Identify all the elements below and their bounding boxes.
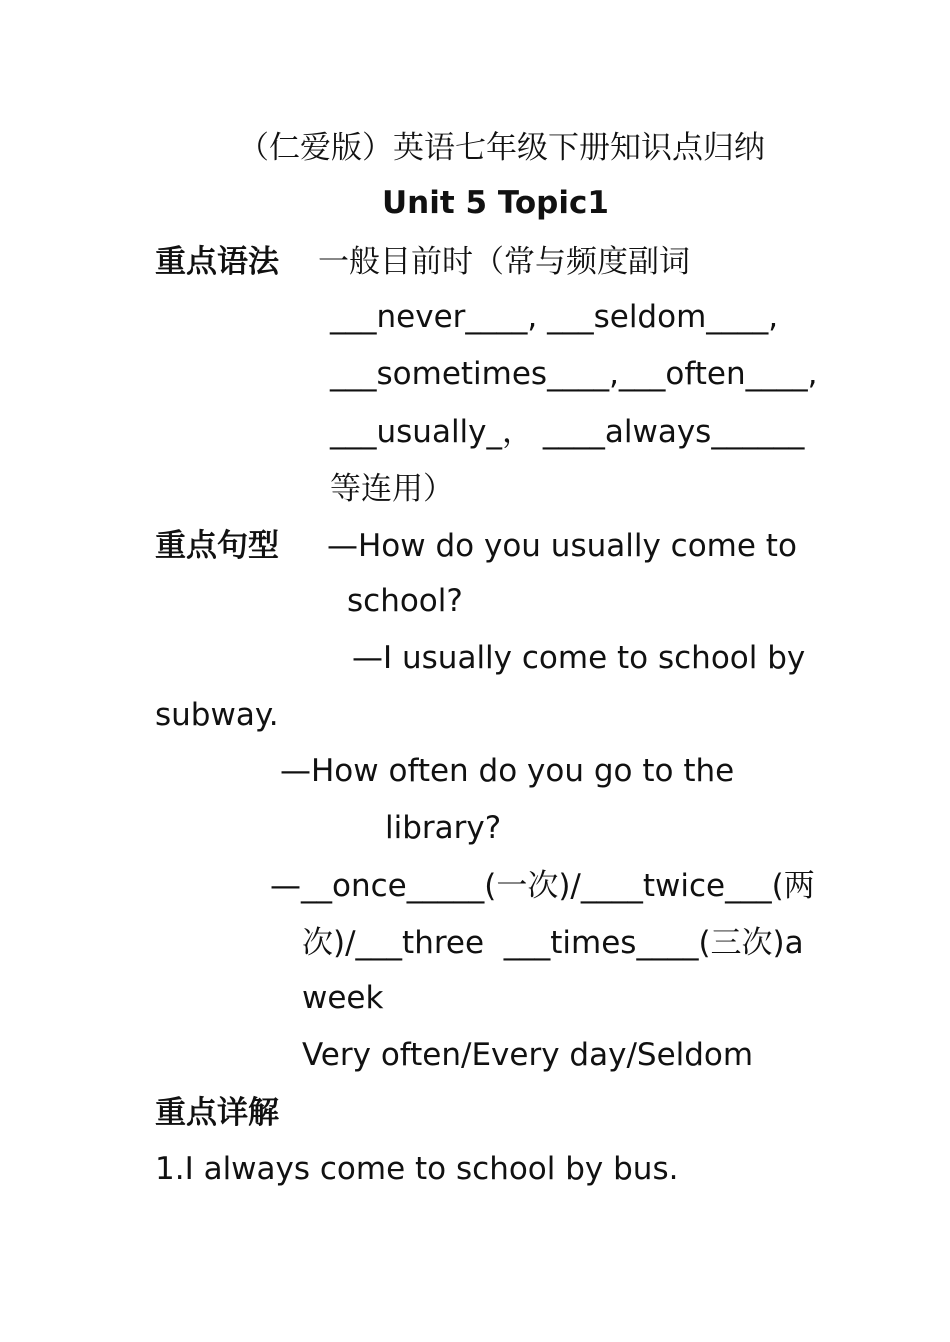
answer-1-line-1: —I usually come to school by — [352, 640, 806, 676]
grammar-line-1: 一般目前时（常与频度副词 — [318, 244, 690, 280]
grammar-line-3: ___sometimes____,___often____, — [330, 356, 818, 392]
question-2-line-1: —How often do you go to the — [280, 753, 735, 789]
question-1-line-2: school? — [347, 583, 463, 619]
answer-1-line-2: subway. — [155, 697, 279, 733]
detail-item-1: 1.I always come to school by bus. — [155, 1151, 679, 1187]
sentences-heading: 重点句型 — [155, 528, 279, 564]
answer-2-line-2: 次)/___three ___times____(三次)a — [302, 925, 804, 961]
grammar-line-5: 等连用） — [330, 471, 454, 507]
answer-2-line-1: —__once_____(一次)/____twice___(两 — [270, 868, 815, 904]
answer-2-line-3: week — [302, 980, 384, 1016]
answer-2-line-4: Very often/Every day/Seldom — [302, 1037, 754, 1073]
question-2-line-2: library? — [385, 810, 502, 846]
document-title: （仁爱版）英语七年级下册知识点归纳 — [238, 130, 765, 166]
grammar-heading: 重点语法 — [155, 244, 279, 280]
details-heading: 重点详解 — [155, 1095, 279, 1131]
grammar-line-2: ___never____, ___seldom____, — [330, 299, 779, 335]
question-1-line-1: —How do you usually come to — [327, 528, 797, 564]
unit-subtitle: Unit 5 Topic1 — [382, 185, 609, 221]
grammar-line-4: ___usually_， ____always______ — [330, 414, 805, 450]
